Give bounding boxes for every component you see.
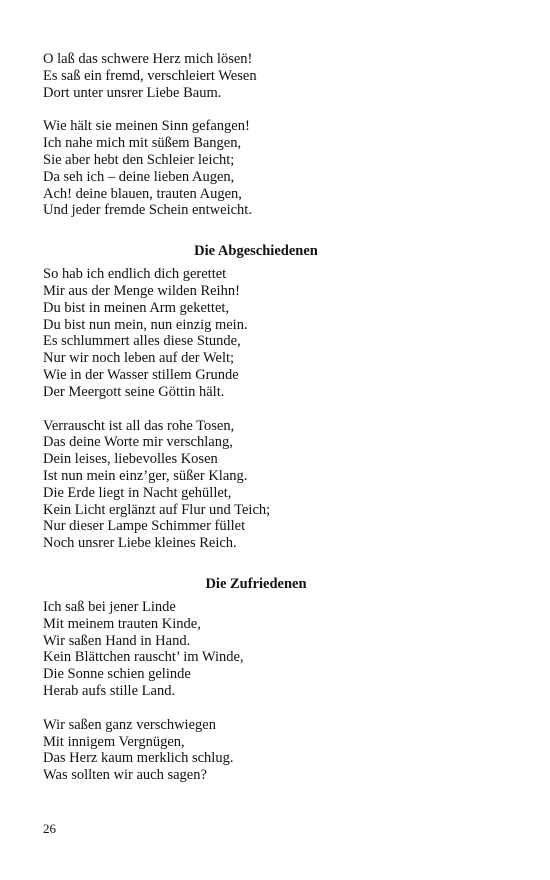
verse-line: Wir saßen ganz verschwiegen bbox=[43, 716, 216, 733]
verse-line: Sie aber hebt den Schleier leicht; bbox=[43, 151, 235, 168]
verse-line: So hab ich endlich dich gerettet bbox=[43, 266, 227, 283]
verse-line: Noch unsrer Liebe kleines Reich. bbox=[43, 535, 237, 552]
verse-line: Wie hält sie meinen Sinn gefangen! bbox=[43, 118, 250, 135]
stanza bbox=[43, 266, 483, 400]
verse-line: Verrauscht ist all das rohe Tosen, bbox=[43, 417, 235, 434]
book-page-text bbox=[43, 51, 483, 784]
verse-line: Mit innigem Vergnügen, bbox=[43, 733, 185, 750]
verse-line: Ach! deine blauen, trauten Augen, bbox=[43, 185, 242, 202]
verse-line: Der Meergott seine Göttin hält. bbox=[43, 383, 225, 400]
poem-title: Die Abgeschiedenen bbox=[194, 243, 318, 260]
verse-line: Das deine Worte mir verschlang, bbox=[43, 434, 233, 451]
verse-line: Mit meinem trauten Kinde, bbox=[43, 615, 201, 632]
verse-line: Das Herz kaum merklich schlug. bbox=[43, 750, 234, 767]
stanza bbox=[43, 51, 483, 101]
verse-line: Es saß ein fremd, verschleiert Wesen bbox=[43, 67, 257, 84]
poem-title: Die Zufriedenen bbox=[205, 575, 307, 592]
stanza bbox=[43, 717, 483, 784]
verse-line: Wir saßen Hand in Hand. bbox=[43, 632, 191, 649]
verse-line: Mir aus der Menge wilden Reihn! bbox=[43, 282, 240, 299]
stanza bbox=[43, 599, 483, 700]
verse-line: Dort unter unsrer Liebe Baum. bbox=[43, 84, 222, 101]
verse-line: Wie in der Wasser stillem Grunde bbox=[43, 366, 239, 383]
page-number: 26 bbox=[43, 821, 56, 836]
stanza bbox=[43, 118, 483, 219]
verse-line: Kein Blättchen rauscht’ im Winde, bbox=[43, 649, 244, 666]
verse-line: Die Erde liegt in Nacht gehüllet, bbox=[43, 484, 232, 501]
verse-line: Kein Licht erglänzt auf Flur und Teich; bbox=[43, 501, 271, 518]
verse-line: Da seh ich – deine lieben Augen, bbox=[43, 168, 235, 185]
verse-line: Du bist in meinen Arm gekettet, bbox=[43, 299, 230, 316]
verse-line: Du bist nun mein, nun einzig mein. bbox=[43, 316, 248, 333]
verse-line: Es schlummert alles diese Stunde, bbox=[43, 333, 241, 350]
verse-line: Ich nahe mich mit süßem Bangen, bbox=[43, 135, 242, 152]
verse-line: Und jeder fremde Schein entweicht. bbox=[43, 202, 252, 219]
verse-line: Dein leises, liebevolles Kosen bbox=[43, 451, 218, 468]
stanza bbox=[43, 418, 483, 552]
verse-line: Ist nun mein einz’ger, süßer Klang. bbox=[43, 467, 248, 484]
verse-line: Nur wir noch leben auf der Welt; bbox=[43, 350, 235, 367]
verse-line: Was sollten wir auch sagen? bbox=[43, 767, 207, 784]
verse-line: O laß das schwere Herz mich lösen! bbox=[43, 51, 253, 67]
verse-line: Herab aufs stille Land. bbox=[43, 682, 176, 699]
verse-line: Die Sonne schien gelinde bbox=[43, 666, 191, 683]
verse-line: Ich saß bei jener Linde bbox=[43, 598, 176, 615]
verse-line: Nur dieser Lampe Schimmer füllet bbox=[43, 518, 246, 535]
